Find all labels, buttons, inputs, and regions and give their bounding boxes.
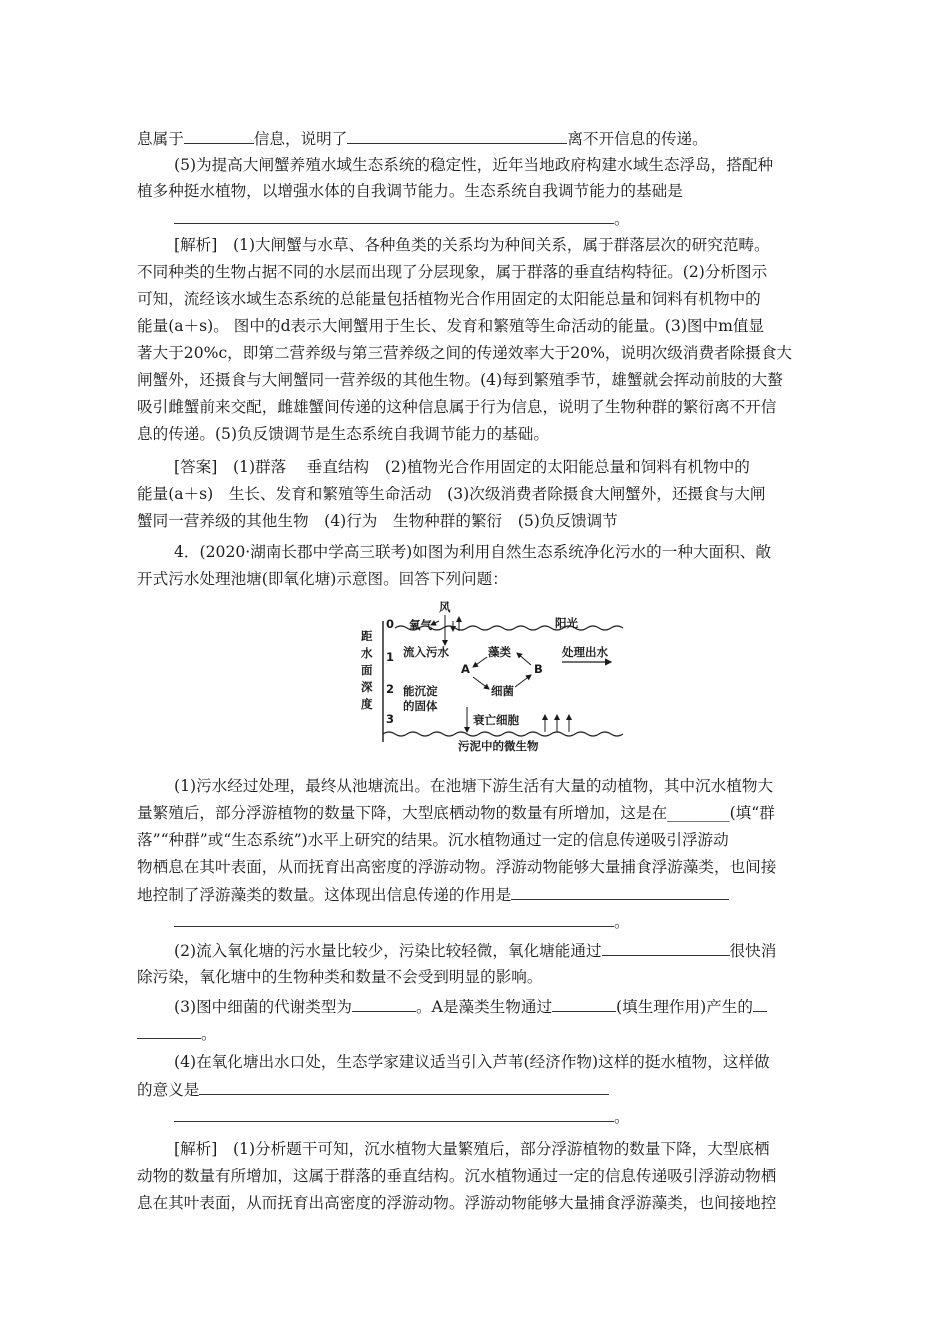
- q4-2-line-1: [174, 940, 776, 961]
- sunlight-label: 阳光: [555, 616, 578, 630]
- analysis-line-8: 息的传递。(5)负反馈调节是生态系统自我调节能力的基础。: [137, 425, 549, 443]
- q4-1-line-6: [174, 911, 630, 932]
- wind-label: 风: [439, 600, 451, 614]
- fill-blank[interactable]: [199, 1079, 609, 1095]
- axis-label-char: 水: [361, 646, 373, 660]
- fill-blank[interactable]: [184, 128, 254, 144]
- depth-tick: 2: [386, 682, 395, 696]
- q4-1-line-4: 物栖息在其叶表面，从而抚育出高密度的浮游动物。浮游动物能够大量捕食浮游藻类，也间接: [137, 858, 777, 876]
- axis-label-char: 面: [361, 663, 373, 677]
- text-fragment: 很快消: [729, 942, 777, 960]
- text-fragment: (3)图中细菌的代谢类型为: [174, 998, 353, 1016]
- fill-blank[interactable]: [174, 208, 614, 224]
- bacteria-label: 细菌: [491, 684, 514, 698]
- text-line-2: (5)为提高大闸蟹养殖水域生态系统的稳定性，近年当地政府构建水域生态浮岛，搭配种: [174, 156, 774, 174]
- depth-tick: 1: [386, 650, 395, 664]
- answer-line-1: [答案] (1)群落 垂直结构 (2)植物光合作用固定的太阳能总量和饲料有机物中的: [174, 458, 750, 476]
- text-fragment: (填生理作用)产生的: [616, 998, 753, 1016]
- solids-label-2: 的固体: [403, 699, 438, 713]
- text-fragment: (2)流入氧化塘的污水量比较少，污染比较轻微，氧化塘能通过: [174, 942, 602, 960]
- axis-label-char: 距: [361, 629, 373, 643]
- fill-blank[interactable]: [174, 1106, 614, 1122]
- text-fragment: 。: [614, 1108, 630, 1126]
- q4-3-line-2: [137, 1023, 217, 1044]
- q4-1-line-3: 落”“种群”或“生态系统”)水平上研究的结果。沉水植物通过一定的信息传递吸引浮游动: [137, 831, 729, 849]
- text-fragment: 息属于: [137, 130, 184, 148]
- question-4-line-1: 4．(2020·湖南长郡中学高三联考)如图为利用自然生态系统净化污水的一种大面积、敞: [174, 543, 771, 561]
- q4-3-line-1: [174, 996, 767, 1017]
- fill-blank[interactable]: [753, 996, 767, 1012]
- text-fragment: 。: [614, 210, 630, 228]
- q4-2-line-2: 除污染，氧化塘中的生物种类和数量不会受到明显的影响。: [137, 968, 543, 986]
- text-fragment: 离不开信息的传递。: [567, 130, 708, 148]
- solids-label-1: 能沉淀: [403, 684, 438, 698]
- analysis-line-6: 闸蟹外，还摄食与大闸蟹同一营养级的其他生物。(4)每到繁殖季节，雄蟹就会挥动前肢的大螯: [137, 371, 783, 389]
- q4-4-line-2: [137, 1079, 609, 1100]
- text-fragment: 地控制了浮游藻类的数量。这体现出信息传递的作用是: [137, 886, 512, 904]
- text-fragment: 。: [201, 1025, 217, 1043]
- axis-label-char: 度: [361, 697, 373, 711]
- algae-label: 藻类: [488, 645, 511, 659]
- oxygen-label: 氧气: [409, 618, 432, 632]
- analysis-line-5: 著大于20%c，即第二营养级与第三营养级之间的传递效率大于20%，说明次级消费者除摄食大: [137, 344, 793, 362]
- depth-tick: 3: [386, 712, 395, 726]
- q4-1-line-5: [137, 884, 729, 905]
- q4-analysis-line-3: 息在其叶表面，从而抚育出高密度的浮游动物。浮游动物能够大量捕食浮游藻类，也间接地控: [137, 1194, 777, 1212]
- oxidation-pond-diagram: [355, 597, 625, 757]
- q4-4-line-1: (4)在氧化塘出水口处，生态学家建议适当引入芦苇(经济作物)这样的挺水植物，这样做: [174, 1053, 770, 1071]
- analysis-line-7: 吸引雌蟹前来交配，雌雄蟹间传递的这种信息属于行为信息，说明了生物种群的繁衍离不开信: [137, 398, 777, 416]
- inflow-label: 流入污水: [403, 645, 449, 659]
- q4-4-line-3: [174, 1106, 630, 1127]
- pond-bottom: [383, 732, 623, 736]
- fill-blank[interactable]: [352, 996, 416, 1012]
- process-a-label: A: [461, 662, 470, 676]
- q4-analysis-line-1: [解析] (1)分析题干可知，沉水植物大量繁殖后，部分浮游植物的数量下降，大型底栖: [174, 1140, 770, 1158]
- outflow-label: 处理出水: [562, 645, 608, 659]
- fill-blank[interactable]: [511, 884, 729, 900]
- text-line-1: [137, 128, 708, 149]
- text-line-4: [174, 208, 630, 229]
- analysis-line-2: 不同种类的生物占据不同的水层而出现了分层现象，属于群落的垂直结构特征。(2)分析图示: [137, 263, 768, 281]
- fill-blank[interactable]: [174, 911, 614, 927]
- text-fragment: 。: [614, 913, 630, 931]
- q4-1-line-1: (1)污水经过处理，最终从池塘流出。在池塘下游生活有大量的动植物，其中沉水植物大: [174, 777, 774, 795]
- text-fragment: 的意义是: [137, 1081, 200, 1099]
- text-line-3: 植多种挺水植物，以增强水体的自我调节能力。生态系统自我调节能力的基础是: [137, 182, 683, 200]
- answer-line-2: 能量(a＋s) 生长、发育和繁殖等生命活动 (3)次级消费者除摄食大闸蟹外，还摄食与大闸: [137, 485, 766, 503]
- depth-tick: 0: [386, 617, 395, 631]
- answer-line-3: 蟹同一营养级的其他生物 (4)行为 生物种群的繁衍 (5)负反馈调节: [137, 512, 618, 530]
- fill-blank[interactable]: [137, 1023, 201, 1039]
- q4-analysis-line-2: 动物的数量有所增加，这属于群落的垂直结构。沉水植物通过一定的信息传递吸引浮游动物栖: [137, 1167, 777, 1185]
- text-fragment: 信息，说明了: [253, 130, 348, 148]
- analysis-line-3: 可知，流经该水域生态系统的总能量包括植物光合作用固定的太阳能总量和饲料有机物中的: [137, 290, 761, 308]
- axis-label-char: 深: [361, 680, 373, 694]
- process-b-label: B: [534, 662, 543, 676]
- text-fragment: 。A是藻类生物通过: [416, 998, 553, 1016]
- dead-cells-label: 衰亡细胞: [473, 713, 519, 727]
- analysis-line-4: 能量(a＋s)。 图中的d表示大闸蟹用于生长、发育和繁殖等生命活动的能量。(3)图中m值显: [137, 317, 765, 335]
- fill-blank[interactable]: [347, 128, 567, 144]
- sludge-label: 污泥中的微生物: [458, 739, 539, 753]
- q4-1-line-2: 量繁殖后，部分浮游植物的数量下降，大型底栖动物的数量有所增加，这是在________(填“群: [137, 804, 775, 822]
- fill-blank[interactable]: [552, 996, 616, 1012]
- fill-blank[interactable]: [602, 940, 730, 956]
- analysis-line-1: [解析] (1)大闸蟹与水草、各种鱼类的关系均为种间关系，属于群落层次的研究范畴。: [174, 236, 770, 254]
- question-4-line-2: 开式污水处理池塘(即氧化塘)示意图。回答下列问题：: [137, 570, 508, 588]
